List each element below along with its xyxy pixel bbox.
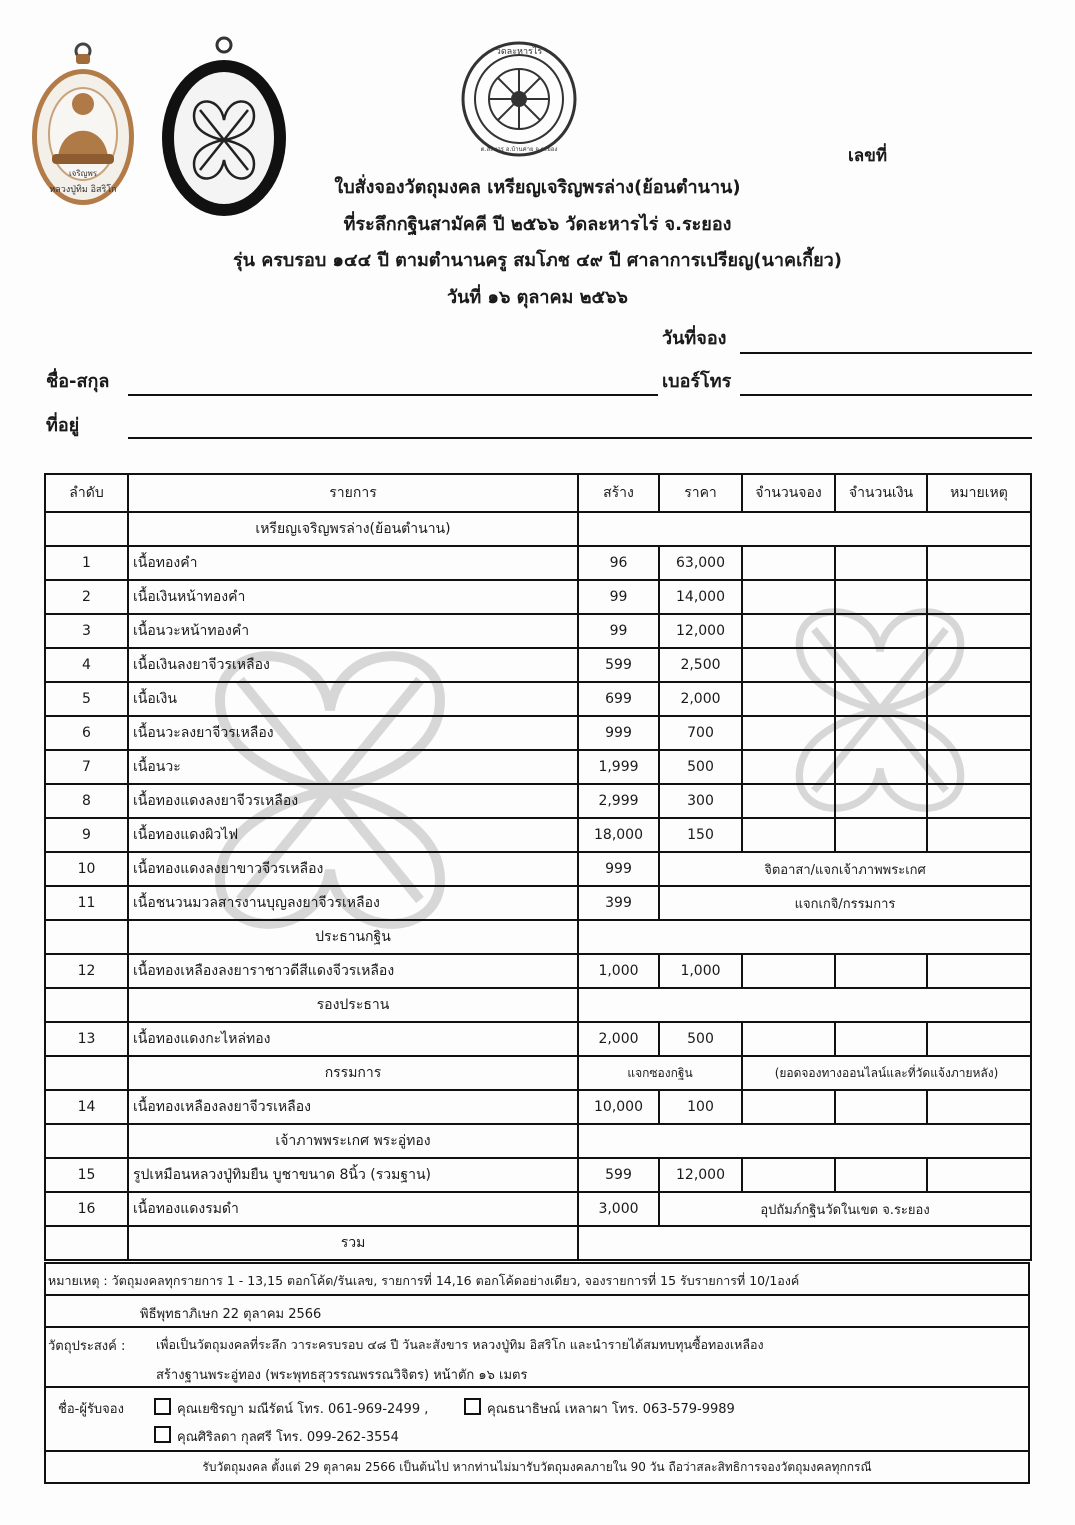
amount-cell[interactable] [835, 546, 927, 580]
committee-note-2: (ยอดจองทางออนไลน์และที่วัดแจ้งภายหลัง) [742, 1056, 1031, 1090]
receiver-2-text: คุณธนาธิษณ์ เหลาผา โทร. 063-579-9989 [487, 1402, 735, 1417]
row-item: เนื้อนวะ [128, 750, 578, 784]
table-row: 10 เนื้อทองแดงลงยาขาวจีวรเหลือง 999 จิตอาสา/แจกเจ้าภาพพระเกศ [45, 852, 1031, 886]
table-row [45, 784, 1031, 818]
row-made: 2,999 [578, 784, 659, 818]
qty-cell[interactable] [742, 580, 835, 614]
section-committee: กรรมการ [128, 1056, 578, 1090]
qty-cell[interactable] [742, 716, 835, 750]
amount-cell[interactable] [835, 580, 927, 614]
row-item: เนื้อเงินลงยาจีวรเหลือง [128, 648, 578, 682]
note-cell[interactable] [927, 1158, 1031, 1192]
name-field[interactable] [128, 394, 658, 396]
row-number: 2 [45, 580, 128, 614]
qty-cell[interactable] [742, 682, 835, 716]
row-made: 99 [578, 614, 659, 648]
title-line-2: ที่ระลึกกฐินสามัคคี ปี ๒๕๖๖ วัดละหารไร่ จ.ระยอง [343, 214, 732, 235]
row-made: 699 [578, 682, 659, 716]
title-line-1: ใบสั่งจองวัตถุมงคล เหรียญเจริญพรล่าง(ย้อนตำนาน) [334, 177, 741, 198]
row-price: 12,000 [659, 614, 742, 648]
phone-label: เบอร์โทร [662, 371, 732, 392]
row-price: 300 [659, 784, 742, 818]
note-cell[interactable] [927, 648, 1031, 682]
section-vice: รองประธาน [128, 988, 578, 1022]
row-item: เนื้อทองคำ [128, 546, 578, 580]
receiver-2-checkbox[interactable] [464, 1398, 481, 1415]
note-cell[interactable] [927, 1022, 1031, 1056]
purpose-label: วัตถุประสงค์ : [48, 1339, 126, 1354]
row-price: 700 [659, 716, 742, 750]
table-row: 15 รูปเหมือนหลวงปู่ทิมยืน บูชาขนาด 8นิ้ว (รวมฐาน) 599 12,000 [45, 1158, 1031, 1192]
section-host: เจ้าภาพพระเกศ พระอู่ทอง [128, 1124, 578, 1158]
header-amount: จำนวนเงิน [835, 474, 927, 512]
table-row: 16 เนื้อทองแดงรมดำ 3,000 อุปถัมภ์กฐินวัดในเขต จ.ระยอง [45, 1192, 1031, 1226]
amount-cell[interactable] [835, 682, 927, 716]
table-row [45, 614, 1031, 648]
amount-cell[interactable] [835, 1158, 927, 1192]
booking-date-field[interactable] [740, 352, 1032, 354]
row-price: 2,000 [659, 682, 742, 716]
table-row [45, 682, 1031, 716]
header-price: ราคา [659, 474, 742, 512]
table-row [45, 546, 1031, 580]
total-row [45, 1226, 1031, 1260]
row-number: 4 [45, 648, 128, 682]
table-row: 11 เนื้อชนวนมวลสารงานบุญลงยาจีวรเหลือง 399 แจกเกจิ/กรรมการ [45, 886, 1031, 920]
row-made: 18,000 [578, 818, 659, 852]
amount-cell[interactable] [835, 648, 927, 682]
row-item: เนื้อทองแดงผิวไฟ [128, 818, 578, 852]
table-row: 14 เนื้อทองเหลืองลงยาจีวรเหลือง 10,000 100 [45, 1090, 1031, 1124]
row-made: 599 [578, 648, 659, 682]
note-cell[interactable] [927, 1090, 1031, 1124]
note-cell[interactable] [927, 580, 1031, 614]
header-no: ลำดับ [45, 474, 128, 512]
receiver-3-checkbox[interactable] [154, 1426, 171, 1443]
phone-field[interactable] [740, 394, 1032, 396]
row-item: เนื้อเงิน [128, 682, 578, 716]
row10-note: จิตอาสา/แจกเจ้าภาพพระเกศ [659, 852, 1031, 886]
row-price: 2,500 [659, 648, 742, 682]
table-row [45, 818, 1031, 852]
amount-cell[interactable] [835, 954, 927, 988]
qty-cell[interactable] [742, 1090, 835, 1124]
row11-note: แจกเกจิ/กรรมการ [659, 886, 1031, 920]
seal-text-top: วัดละหารไร่ [495, 47, 543, 57]
table-row [45, 750, 1031, 784]
note-cell[interactable] [927, 614, 1031, 648]
row-number: 5 [45, 682, 128, 716]
note-cell[interactable] [927, 716, 1031, 750]
amount-cell[interactable] [835, 1022, 927, 1056]
table-row: 13 เนื้อทองแดงกะไหล่ทอง 2,000 500 [45, 1022, 1031, 1056]
qty-cell[interactable] [742, 1022, 835, 1056]
row-made: 96 [578, 546, 659, 580]
section-row [45, 1056, 1031, 1090]
qty-cell[interactable] [742, 818, 835, 852]
table-header-row [45, 474, 1031, 512]
row-item: เนื้อเงินหน้าทองคำ [128, 580, 578, 614]
amount-cell[interactable] [835, 1090, 927, 1124]
note-cell[interactable] [927, 682, 1031, 716]
amount-cell[interactable] [835, 614, 927, 648]
section-main: เหรียญเจริญพรล่าง(ย้อนตำนาน) [128, 512, 578, 546]
document-number-label: เลขที่ [848, 146, 888, 166]
amount-cell[interactable] [835, 818, 927, 852]
section-row [45, 920, 1031, 954]
row-item: เนื้อนวะลงยาจีวรเหลือง [128, 716, 578, 750]
medal-front-text: เจริญพร [68, 169, 98, 178]
row-price: 63,000 [659, 546, 742, 580]
footer-text: รับวัตถุมงคล ตั้งแต่ 29 ตุลาคม 2566 เป็นต้นไป หากท่านไม่มารับวัตถุมงคลภายใน 90 วัน ถือว่าสละสิทธิการจองวัตถุมงคลทุกกรณี [202, 1460, 872, 1474]
header-made: สร้าง [578, 474, 659, 512]
row-price: 14,000 [659, 580, 742, 614]
receiver-label: ชื่อ-ผู้รับจอง [58, 1402, 124, 1417]
row-number: 1 [45, 546, 128, 580]
qty-cell[interactable] [742, 546, 835, 580]
temple-seal-logo [460, 40, 578, 158]
qty-cell[interactable] [742, 614, 835, 648]
title-line-4: วันที่ ๑๖ ตุลาคม ๒๕๖๖ [446, 287, 628, 308]
header-qty: จำนวนจอง [742, 474, 835, 512]
booking-date-label: วันที่จอง [662, 328, 727, 349]
address-field[interactable] [128, 437, 1032, 439]
row-number: 9 [45, 818, 128, 852]
medal-front-name: หลวงปู่ทิม อิสริโก [49, 185, 117, 195]
note-cell[interactable] [927, 546, 1031, 580]
ceremony-text: พิธีพุทธาภิเษก 22 ตุลาคม 2566 [140, 1307, 322, 1322]
address-label: ที่อยู่ [46, 415, 80, 436]
table-row [45, 648, 1031, 682]
row16-note: อุปถัมภ์กฐินวัดในเขต จ.ระยอง [659, 1192, 1031, 1226]
notes-box [44, 1262, 1030, 1484]
table-row [45, 580, 1031, 614]
note-cell[interactable] [927, 818, 1031, 852]
note-cell[interactable] [927, 954, 1031, 988]
order-table [44, 473, 1032, 1261]
name-label: ชื่อ-สกุล [46, 371, 110, 392]
amount-cell[interactable] [835, 750, 927, 784]
row-number: 6 [45, 716, 128, 750]
total-value-cell[interactable] [578, 1226, 1031, 1260]
purpose-line-1: เพื่อเป็นวัตถุมงคลที่ระลึก วาระครบรอบ ๔๘ ปี วันละสังขาร หลวงปู่ทิม อิสริโก และนำรายได้สมทบทุนซื้อทองเหลือง [156, 1337, 764, 1352]
row-made: 1,999 [578, 750, 659, 784]
header-note: หมายเหตุ [927, 474, 1031, 512]
row-price: 500 [659, 750, 742, 784]
row-item: เนื้อนวะหน้าทองคำ [128, 614, 578, 648]
row-made: 999 [578, 716, 659, 750]
amount-cell[interactable] [835, 716, 927, 750]
section-row [45, 988, 1031, 1022]
purpose-line-2: สร้างฐานพระอู่ทอง (พระพุทธสุวรรณพรรณวิจิตร) หน้าตัก ๑๖ เมตร [156, 1368, 528, 1383]
qty-cell[interactable] [742, 1158, 835, 1192]
seal-text-bottom: ต.ละหาร อ.บ้านค่าย จ.ระยอง [480, 146, 558, 153]
section-chair: ประธานกฐิน [128, 920, 578, 954]
row-price: 150 [659, 818, 742, 852]
table-row [45, 716, 1031, 750]
qty-cell[interactable] [742, 648, 835, 682]
receiver-1-text: คุณเยซิรญา มณีรัตน์ โทร. 061-969-2499 , [177, 1402, 429, 1417]
header-item: รายการ [128, 474, 578, 512]
title-line-3: รุ่น ครบรอบ ๑๔๔ ปี ตามตำนานครู สมโภช ๔๙ ปี ศาลาการเปรียญ(นาคเกี้ยว) [232, 250, 843, 271]
section-row [45, 1124, 1031, 1158]
amount-cell[interactable] [835, 784, 927, 818]
qty-cell[interactable] [742, 750, 835, 784]
remark-text: หมายเหตุ : วัตถุมงคลทุกรายการ 1 - 13,15 ตอกโค้ด/รันเลข, รายการที่ 14,16 ตอกโค้ดอย่างเดียว, จองรายการที่ 15 รับรายการที่ 10/1องค์ [48, 1273, 800, 1288]
qty-cell[interactable] [742, 784, 835, 818]
committee-note-1: แจกซองกฐิน [578, 1056, 742, 1090]
row-made: 99 [578, 580, 659, 614]
qty-cell[interactable] [742, 954, 835, 988]
row-number: 7 [45, 750, 128, 784]
table-row: 12 เนื้อทองเหลืองลงยาราชาวดีสีแดงจีวรเหลือง 1,000 1,000 [45, 954, 1031, 988]
receiver-1-checkbox[interactable] [154, 1398, 171, 1415]
note-cell[interactable] [927, 750, 1031, 784]
row-number: 3 [45, 614, 128, 648]
note-cell[interactable] [927, 784, 1031, 818]
row-number: 8 [45, 784, 128, 818]
section-row [45, 512, 1031, 546]
receiver-3-text: คุณศิริลดา กุลศรี โทร. 099-262-3554 [177, 1430, 399, 1445]
row-item: เนื้อทองแดงลงยาจีวรเหลือง [128, 784, 578, 818]
total-label: รวม [128, 1226, 578, 1260]
